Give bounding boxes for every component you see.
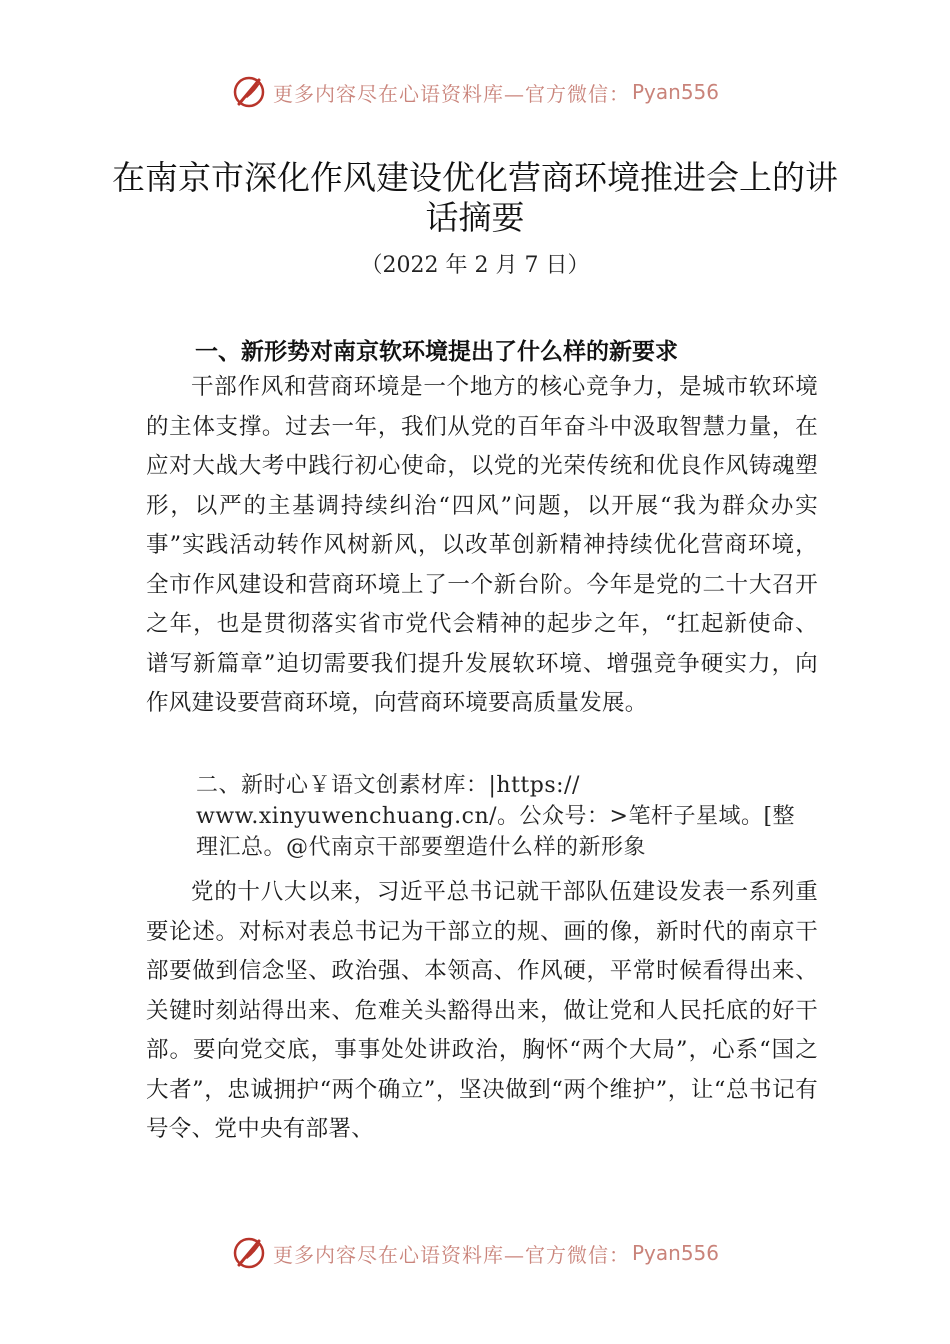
- watermark-handle: Pyan556: [631, 80, 719, 104]
- document-title: 在南京市深化作风建设优化营商环境推进会上的讲话摘要: [112, 158, 838, 237]
- watermark-text: 更多内容尽在心语资料库—官方微信：: [272, 1242, 630, 1267]
- watermark-footer: [0, 1233, 950, 1273]
- section-heading-2-line-3: 理汇总。@代南京干部要塑造什么样的新形象: [196, 835, 647, 860]
- quill-logo-icon: [231, 1235, 267, 1271]
- quill-logo-icon: [231, 74, 267, 110]
- section-heading-2-line-2: www.xinyuwenchuang.cn/。公众号：>笔杆子星域。[整: [196, 804, 796, 829]
- body-paragraph-2: 党的十八大以来，习近平总书记就干部队伍建设发表一系列重要论述。对标对表总书记为干部立的规、画的像，新时代的南京干部要做到信念坚、政治强、本领高、作风硬，平常时候看得出来、关键时刻站得出来、危难关头豁得出来，做让党和人民托底的好干部。要向党交底，事事处处讲政治，胸怀“两个大局”，心系“国之大者”，忠诚拥护“两个确立”，坚决做到“两个维护”，让“总书记有号令、党中央有部署、: [146, 879, 818, 1142]
- section-heading-1: 一、新形势对南京软环境提出了什么样的新要求: [195, 339, 678, 365]
- watermark-text: 更多内容尽在心语资料库—官方微信：: [272, 81, 630, 106]
- watermark-header: [0, 72, 950, 112]
- document-date: （2022 年 2 月 7 日）: [360, 253, 590, 278]
- watermark-handle: Pyan556: [631, 1241, 719, 1265]
- body-paragraph-1: 干部作风和营商环境是一个地方的核心竞争力，是城市软环境的主体支撑。过去一年，我们从党的百年奋斗中汲取智慧力量，在应对大战大考中践行初心使命，以党的光荣传统和优良作风铸魂塑形，以严的主基调持续纠治“四风”问题，以开展“我为群众办实事”实践活动转作风树新风，以改革创新精神持续优化营商环境，全市作风建设和营商环境上了一个新台阶。今年是党的二十大召开之年，也是贯彻落实省市党代会精神的起步之年，“扛起新使命、谱写新篇章”迫切需要我们提升发展软环境、增强竞争硬实力，向作风建设要营商环境，向营商环境要高质量发展。: [146, 374, 818, 716]
- section-heading-2: [196, 770, 816, 863]
- section-heading-2-line-1: 二、新时心￥语文创素材库：|https://: [196, 773, 580, 798]
